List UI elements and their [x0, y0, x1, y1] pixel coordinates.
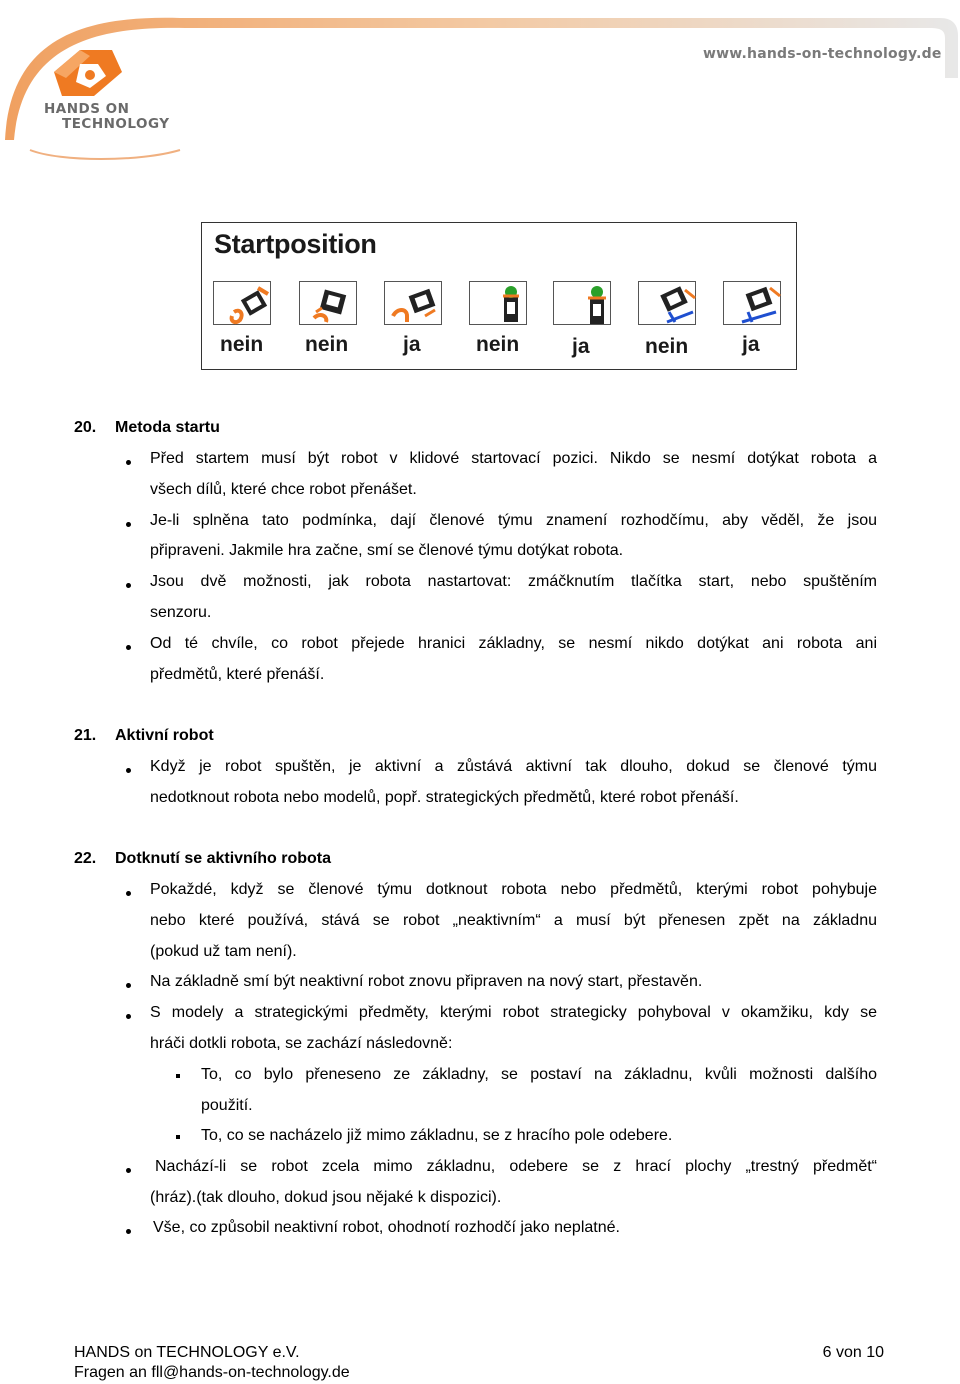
figure-cell-4 — [469, 281, 527, 325]
robot-base-icon — [300, 282, 358, 326]
list-item-line: Pokaždé, když se členové týmu dotknout robota nebo předmětů, kterými robot pohybuje — [150, 881, 877, 898]
verdict-label: ja — [742, 333, 760, 356]
figure-cell-1 — [213, 281, 271, 325]
bullet-icon — [126, 1014, 131, 1019]
list-item-line: senzoru. — [150, 604, 212, 621]
footer-page-number: 6 von 10 — [822, 1344, 884, 1361]
verdict-label: nein — [476, 333, 520, 356]
robot-base-icon — [724, 282, 782, 326]
logo-line-1: HANDS ON — [44, 101, 130, 117]
bullet-icon — [126, 460, 131, 465]
footer-org: HANDS on TECHNOLOGY e.V. — [74, 1344, 300, 1361]
list-item-line: Jsou dvě možnosti, jak robota nastartovat: zmáčknutím tlačítka start, nebo spuštěním — [150, 573, 877, 590]
list-item-line: předmětů, které přenáší. — [150, 666, 325, 683]
verdict-label: ja — [403, 333, 421, 356]
robot-base-icon — [470, 282, 528, 326]
section-title: Dotknutí se aktivního robota — [115, 850, 332, 867]
section-title: Aktivní robot — [115, 727, 214, 744]
verdict-label: nein — [305, 333, 349, 356]
verdict-label: ja — [572, 335, 590, 358]
sub-list-item-line: použití. — [201, 1097, 253, 1114]
list-item-line: Je-li splněna tato podmínka, dají členové týmu znamení rozhodčímu, aby věděl, že jsou — [150, 512, 877, 529]
logo-line-2: TECHNOLOGY — [62, 116, 170, 132]
bullet-icon — [126, 645, 131, 650]
list-item-line: připraveni. Jakmile hra začne, smí se členové týmu dotýkat robota. — [150, 542, 624, 559]
list-item-line: nedotknout robota nebo modelů, popř. strategických předmětů, které robot přenáší. — [150, 789, 739, 806]
figure-cell-3 — [384, 281, 442, 325]
list-item-line: hráči dotkli robota, se zachází následovně: — [150, 1035, 453, 1052]
bullet-icon — [126, 1168, 131, 1173]
site-url[interactable]: www.hands-on-technology.de — [703, 46, 942, 62]
list-item-line: (pokud už tam není). — [150, 943, 297, 960]
figure-cell-2 — [299, 281, 357, 325]
section-title: Metoda startu — [115, 419, 220, 436]
list-item-line: Nachází-li se robot zcela mimo základnu, odebere se z hrací plochy „trestný předmět“ — [155, 1158, 877, 1175]
figure-cell-7 — [723, 281, 781, 325]
robot-base-icon — [214, 282, 272, 326]
section-heading-22 — [74, 850, 331, 868]
startposition-figure — [201, 222, 797, 370]
robot-base-icon — [554, 282, 612, 326]
footer-contact[interactable]: Fragen an fll@hands-on-technology.de — [74, 1364, 350, 1381]
list-item-line: S modely a strategickými předměty, kterými robot strategicky pohyboval v okamžiku, kdy se — [150, 1004, 877, 1021]
section-number: 20. — [74, 419, 97, 436]
sub-list-item-line: To, co se nacházelo již mimo základnu, se z hracího pole odebere. — [201, 1127, 673, 1144]
section-heading-21 — [74, 727, 214, 745]
list-item-line: Vše, co způsobil neaktivní robot, ohodnotí rozhodčí jako neplatné. — [153, 1219, 620, 1236]
figure-cell-6 — [638, 281, 696, 325]
logo-icon — [50, 42, 126, 102]
figure-title: Startposition — [214, 229, 377, 259]
verdict-label: nein — [220, 333, 264, 356]
list-item-line: Před startem musí být robot v klidové startovací pozici. Nikdo se nesmí dotýkat robota a — [150, 450, 877, 467]
robot-base-icon — [639, 282, 697, 326]
robot-base-icon — [385, 282, 443, 326]
square-bullet-icon — [176, 1135, 180, 1139]
bullet-icon — [126, 522, 131, 527]
list-item-line: Od té chvíle, co robot přejede hranici základny, se nesmí nikdo dotýkat ani robota ani — [150, 635, 877, 652]
bullet-icon — [126, 583, 131, 588]
section-number: 22. — [74, 850, 97, 867]
bullet-icon — [126, 983, 131, 988]
figure-cell-5 — [553, 281, 611, 325]
list-item-line: všech dílů, které chce robot přenášet. — [150, 481, 417, 498]
list-item-line: nebo které používá, stává se robot „neaktivním“ a musí být přenesen zpět na základnu — [150, 912, 877, 929]
list-item-line: Když je robot spuštěn, je aktivní a zůstává aktivní tak dlouho, dokud se členové týmu — [150, 758, 877, 775]
section-number: 21. — [74, 727, 97, 744]
bullet-icon — [126, 1229, 131, 1234]
logo-wordmark — [44, 102, 170, 132]
verdict-label: nein — [645, 335, 689, 358]
section-heading-20 — [74, 419, 220, 437]
bullet-icon — [126, 768, 131, 773]
square-bullet-icon — [176, 1074, 180, 1078]
sub-list-item-line: To, co bylo přeneseno ze základny, se postaví na základnu, kvůli možnosti dalšího — [201, 1066, 877, 1083]
bullet-icon — [126, 891, 131, 896]
list-item-line: (hráz).(tak dlouho, dokud jsou nějaké k dispozici). — [150, 1189, 502, 1206]
list-item-line: Na základně smí být neaktivní robot znovu připraven na nový start, přestavěn. — [150, 973, 703, 990]
header-swoosh — [0, 0, 960, 170]
